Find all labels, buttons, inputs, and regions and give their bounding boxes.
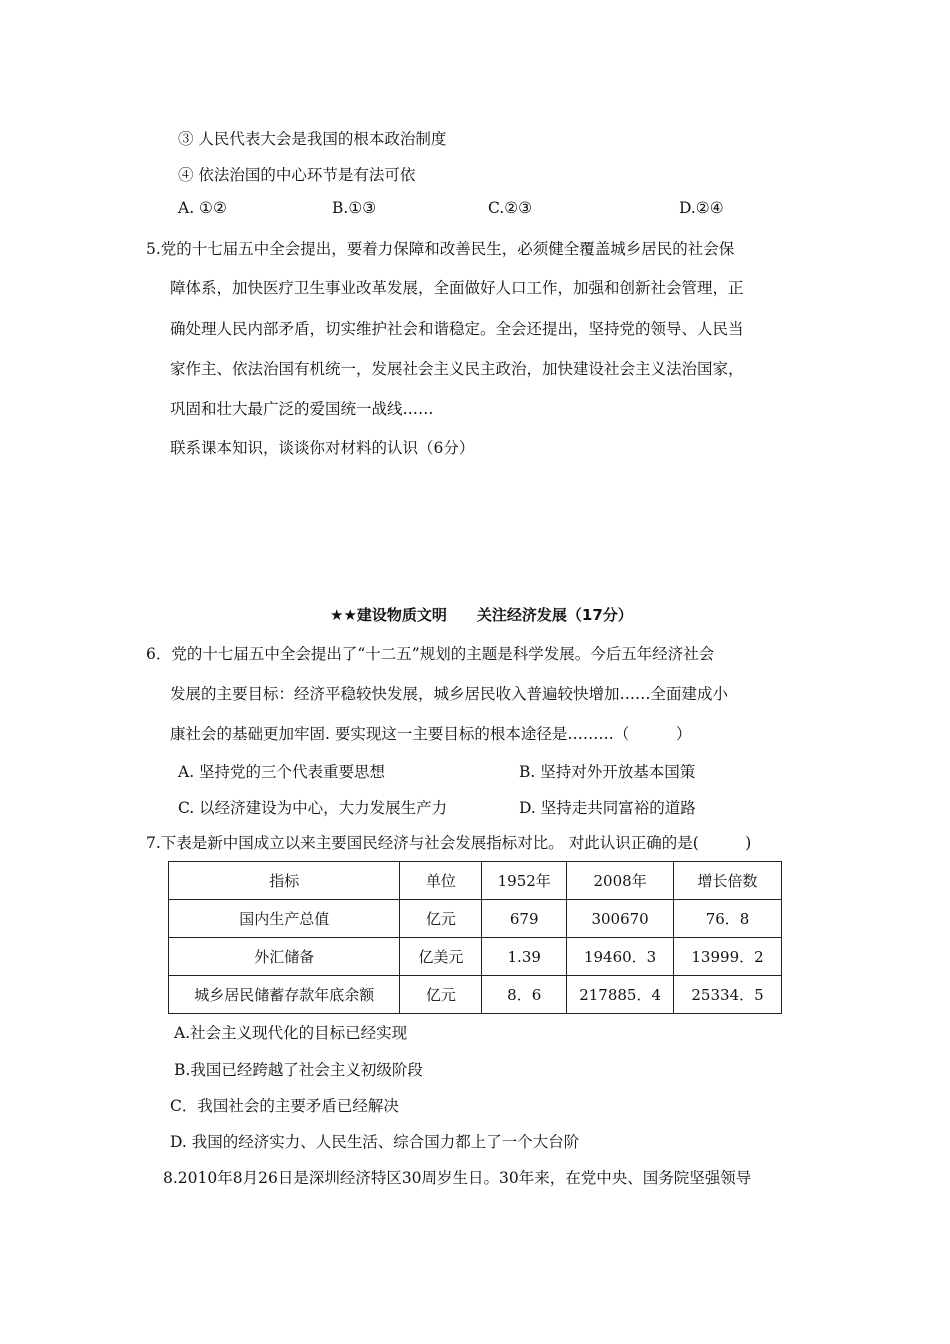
table-cell: 19460．3 (567, 938, 674, 976)
q5-stem-line-5: 巩固和壮大最广泛的爱国统一战线…… (170, 400, 434, 418)
table-cell: 300670 (567, 900, 674, 938)
q6-stem-line-1: 6．党的十七届五中全会提出了“十二五”规划的主题是科学发展。今后五年经济社会 (146, 645, 715, 663)
q4-option-a: A. ①② (178, 199, 227, 217)
q7-option-b: B.我国已经跨越了社会主义初级阶段 (174, 1061, 423, 1079)
table-cell: 亿美元 (400, 938, 482, 976)
q5-prompt: 联系课本知识，谈谈你对材料的认识（6分） (170, 439, 475, 457)
table-row (169, 976, 782, 1014)
table-cell: 外汇储备 (169, 938, 400, 976)
q4-option-c: C.②③ (488, 199, 533, 217)
section-title: ★★建设物质文明 关注经济发展（17分） (330, 606, 633, 624)
q7-option-d: D. 我国的经济实力、人民生活、综合国力都上了一个大台阶 (170, 1133, 580, 1151)
q4-item-3: ③ 人民代表大会是我国的根本政治制度 (178, 130, 447, 148)
q6-stem-line-2: 发展的主要目标：经济平稳较快发展，城乡居民收入普遍较快增加……全面建成小 (170, 685, 729, 703)
q4-item-4: ④ 依法治国的中心环节是有法可依 (178, 166, 416, 184)
q7-option-c: C．我国社会的主要矛盾已经解决 (170, 1097, 399, 1115)
economic-indicator-table (168, 861, 782, 1014)
q7-stem: 7.下表是新中国成立以来主要国民经济与社会发展指标对比。 对此认识正确的是( ) (146, 834, 752, 852)
q5-stem-line-4: 家作主、依法治国有机统一，发展社会主义民主政治，加快建设社会主义法治国家， (170, 360, 744, 378)
table-cell: 25334．5 (674, 976, 782, 1014)
q4-option-b: B.①③ (332, 199, 377, 217)
q6-option-d: D. 坚持走共同富裕的道路 (519, 799, 696, 817)
table-cell: 76．8 (674, 900, 782, 938)
table-row (169, 900, 782, 938)
q8-stem-line-1: 8.2010年8月26日是深圳经济特区30周岁生日。30年来，在党中央、国务院坚强领导 (163, 1169, 752, 1187)
q4-option-d: D.②④ (679, 199, 724, 217)
q6-stem-line-3: 康社会的基础更加牢固. 要实现这一主要目标的根本途径是………（ ） (170, 725, 692, 743)
table-header-cell: 2008年 (567, 862, 674, 900)
table-header-cell: 1952年 (482, 862, 567, 900)
q5-stem-line-3: 确处理人民内部矛盾，切实维护社会和谐稳定。全会还提出，坚持党的领导、人民当 (170, 320, 744, 338)
table-cell: 亿元 (400, 900, 482, 938)
table-cell: 13999．2 (674, 938, 782, 976)
table-cell: 679 (482, 900, 567, 938)
table-header-row (169, 862, 782, 900)
table-cell: 1.39 (482, 938, 567, 976)
q5-stem-line-2: 障体系，加快医疗卫生事业改革发展，全面做好人口工作，加强和创新社会管理，正 (170, 279, 744, 297)
table-header-cell: 增长倍数 (674, 862, 782, 900)
q7-option-a: A.社会主义现代化的目标已经实现 (174, 1024, 408, 1042)
q4-options (178, 199, 798, 221)
table-row (169, 938, 782, 976)
table-header-cell: 指标 (169, 862, 400, 900)
table-cell: 8．6 (482, 976, 567, 1014)
table-header-cell: 单位 (400, 862, 482, 900)
table-cell: 国内生产总值 (169, 900, 400, 938)
q6-option-b: B. 坚持对外开放基本国策 (519, 763, 696, 781)
table-cell: 城乡居民储蓄存款年底余额 (169, 976, 400, 1014)
q6-option-a: A. 坚持党的三个代表重要思想 (178, 763, 386, 781)
q5-stem-line-1: 5.党的十七届五中全会提出，要着力保障和改善民生，必须健全覆盖城乡居民的社会保 (146, 240, 735, 258)
table-cell: 亿元 (400, 976, 482, 1014)
table-cell: 217885．4 (567, 976, 674, 1014)
q6-option-c: C. 以经济建设为中心，大力发展生产力 (178, 799, 448, 817)
